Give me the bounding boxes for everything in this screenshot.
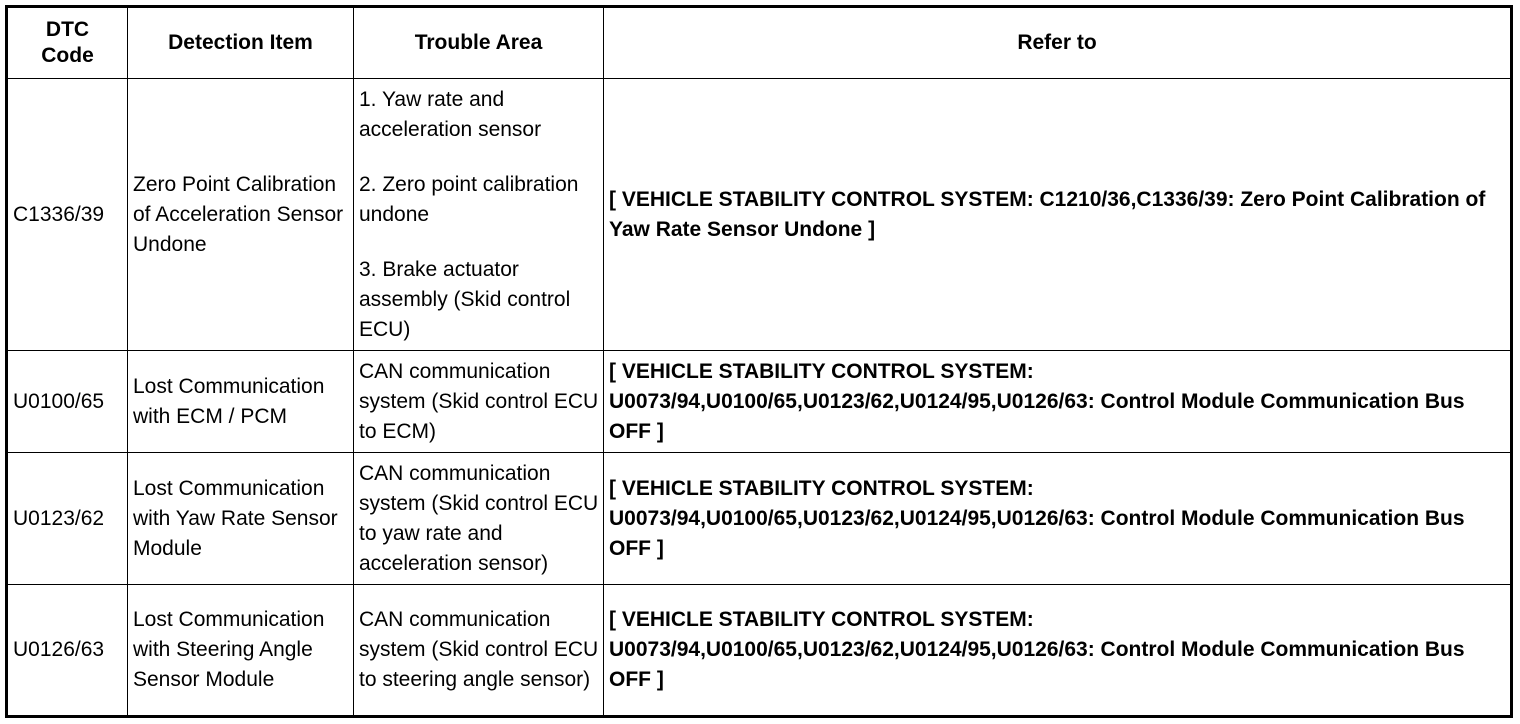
header-trouble-area: Trouble Area xyxy=(354,7,604,79)
header-dtc-code xyxy=(7,7,128,79)
trouble-area-item: CAN communication system (Skid control ECU to ECM) xyxy=(359,359,599,443)
trouble-area-cell xyxy=(354,453,604,585)
table-row xyxy=(7,453,1512,585)
trouble-area-item: CAN communication system (Skid control ECU to yaw rate and acceleration sensor) xyxy=(359,461,599,575)
refer-to-link[interactable]: [ VEHICLE STABILITY CONTROL SYSTEM: C1210/36,C1336/39: Zero Point Calibration of Yaw Rate Sensor Undone ] xyxy=(604,79,1512,351)
header-row xyxy=(7,7,1512,79)
header-dtc-code-line2: Code xyxy=(41,44,94,67)
table-row xyxy=(7,351,1512,453)
detection-item-cell: Zero Point Calibration of Acceleration Sensor Undone xyxy=(128,79,354,351)
detection-item-cell: Lost Communication with Steering Angle Sensor Module xyxy=(128,585,354,717)
trouble-area-item: 1. Yaw rate and acceleration sensor xyxy=(359,87,542,141)
trouble-area-cell xyxy=(354,585,604,717)
refer-to-link[interactable]: [ VEHICLE STABILITY CONTROL SYSTEM: U0073/94,U0100/65,U0123/62,U0124/95,U0126/63: Control Module Communication Bus OFF ] xyxy=(604,585,1512,717)
trouble-area-cell xyxy=(354,79,604,351)
detection-item-cell: Lost Communication with ECM / PCM xyxy=(128,351,354,453)
refer-to-link[interactable]: [ VEHICLE STABILITY CONTROL SYSTEM: U0073/94,U0100/65,U0123/62,U0124/95,U0126/63: Control Module Communication Bus OFF ] xyxy=(604,453,1512,585)
dtc-code-cell: U0126/63 xyxy=(7,585,128,717)
trouble-area-item: 2. Zero point calibration undone xyxy=(359,172,579,226)
header-dtc-code-line1: DTC xyxy=(45,18,90,41)
dtc-table xyxy=(5,5,1513,718)
refer-to-link[interactable]: [ VEHICLE STABILITY CONTROL SYSTEM: U0073/94,U0100/65,U0123/62,U0124/95,U0126/63: Control Module Communication Bus OFF ] xyxy=(604,351,1512,453)
header-detection-item: Detection Item xyxy=(128,7,354,79)
trouble-area-cell xyxy=(354,351,604,453)
header-refer-to: Refer to xyxy=(604,7,1512,79)
dtc-code-cell: U0123/62 xyxy=(7,453,128,585)
dtc-code-cell: U0100/65 xyxy=(7,351,128,453)
trouble-area-item: 3. Brake actuator assembly (Skid control ECU) xyxy=(359,257,571,341)
detection-item-cell: Lost Communication with Yaw Rate Sensor Module xyxy=(128,453,354,585)
table-row xyxy=(7,79,1512,351)
dtc-code-cell: C1336/39 xyxy=(7,79,128,351)
dtc-sheet xyxy=(5,5,1513,718)
table-row xyxy=(7,585,1512,717)
trouble-area-item: CAN communication system (Skid control ECU to steering angle sensor) xyxy=(359,608,599,691)
